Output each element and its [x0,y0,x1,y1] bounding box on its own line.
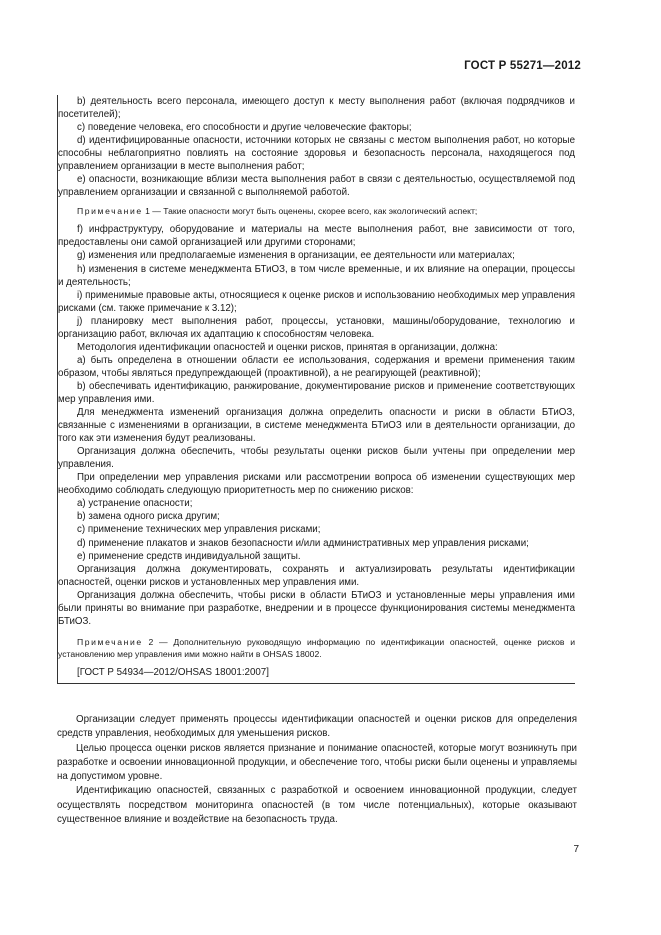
quote-paragraph: d) применение плакатов и знаков безопасности и/или административных мер управления рисками; [77,537,529,549]
quote-paragraph: i) применимые правовые акты, относящиеся к оценке рисков и использованию необходимых мер управления рисками (см. также примечание к 3.12); [58,289,575,314]
quote-paragraph: b) замена одного риска другим; [77,511,220,523]
quote-paragraph: Для менеджмента изменений организация должна определить опасности и риски в области БТиОЗ, связанные с изменениями в организации, в системе менеджмента БТиОЗ или в деятельности организации, до того как эти изменения будут реализованы. [58,407,575,445]
note-text: 2 — Дополнительную руководящую информацию по идентификации опасностей, оценке рисков и установлению мер управления ими можно найти в OHSAS 18002. [58,636,575,659]
quote-paragraph: a) быть определена в отношении области ее использования, содержания и времени применения таким образом, чтобы являться предупреждающей (проактивной), а не реагирующей (реактивной); [58,354,575,379]
quote-paragraph: Организация должна обеспечить, чтобы риски в области БТиОЗ и установленные меры управления ими были приняты во внимание при разработке, внедрении и в процессе функционирования системы менеджмента БТиОЗ. [58,589,575,627]
quote-paragraph: c) применение технических мер управления рисками; [77,524,321,536]
quote-paragraph: b) деятельность всего персонала, имеющего доступ к месту выполнения работ (включая подрядчиков и посетителей); [58,96,575,121]
body-paragraph: Целью процесса оценки рисков является признание и понимание опасностей, которые могут возникнуть при разработке и освоении инновационной продукции, и обеспечение того, чтобы риски были оценены и управляемы на допустимом уровне. [57,742,577,783]
quote-paragraph: e) опасности, возникающие вблизи места выполнения работ в связи с деятельностью, осуществляемой под управлением организации и связанной с выполняемой работой. [58,174,575,199]
quote-paragraph: a) устранение опасности; [77,498,193,510]
standard-header: ГОСТ Р 55271—2012 [464,60,581,72]
note-label: Примечание [77,206,143,217]
quote-paragraph: f) инфраструктуру, оборудование и материалы на месте выполнения работ, вне зависимости от того, предоставлены они самой организацией или другими сторонами; [58,224,575,249]
note-text: 1 — Такие опасности могут быть оценены, скорее всего, как экологический аспект; [142,206,478,217]
body-paragraph: Идентификацию опасностей, связанных с разработкой и освоением инновационной продукции, следует осуществлять посредством мониторинга опасностей (в том числе потенциальных), которые оказывают существенное влияние и воздействие на безопасность труда. [57,785,577,826]
main-text [57,713,577,827]
quote-paragraph: g) изменения или предполагаемые изменения в организации, ее деятельности или материалах; [77,250,515,262]
body-paragraph: Организации следует применять процессы идентификации опасностей и оценки рисков для определения средств управления, необходимых для уменьшения рисков. [57,714,577,740]
quote-paragraph: При определении мер управления рисками или рассмотрении вопроса об изменении существующих мер необходимо соблюдать следующую приоритетность мер по снижению рисков: [58,472,575,497]
note-2 [58,636,575,660]
quote-paragraph: j) планировку мест выполнения работ, процессы, установки, машины/оборудование, технологию и организацию работ, включая их адаптацию к способностям человека. [58,315,575,340]
quote-paragraph: d) идентифицированные опасности, источники которых не связаны с местом выполнения работ, но которые способны неблагоприятно повлиять на состояние здоровья и безопасность персонала, находящегося под управлением организации в месте выполнения работ; [58,135,575,173]
quote-paragraph: h) изменения в системе менеджмента БТиОЗ, в том числе временные, и их влияние на операции, процессы и деятельность; [58,263,575,288]
quote-paragraph: Организация должна документировать, сохранять и актуализировать результаты идентификации опасностей, оценки рисков и установленных мер управления ими. [58,563,575,588]
page-number: 7 [573,844,579,855]
note-1 [58,205,575,217]
quote-paragraph: Организация должна обеспечить, чтобы результаты оценки рисков были учтены при определении мер управления. [58,446,575,471]
quote-paragraph: b) обеспечивать идентификацию, ранжирование, документирование рисков и применение соответствующих мер управления ими. [58,380,575,405]
source-reference: [ГОСТ Р 54934—2012/OHSAS 18001:2007] [77,666,269,678]
quote-paragraph: Методология идентификации опасностей и оценки рисков, принятая в организации, должна: [77,341,498,353]
quote-paragraph: c) поведение человека, его способности и другие человеческие факторы; [77,122,412,134]
note-label: Примечание [77,636,143,647]
quoted-standard-block [57,95,575,684]
quote-paragraph: e) применение средств индивидуальной защиты. [77,550,301,562]
